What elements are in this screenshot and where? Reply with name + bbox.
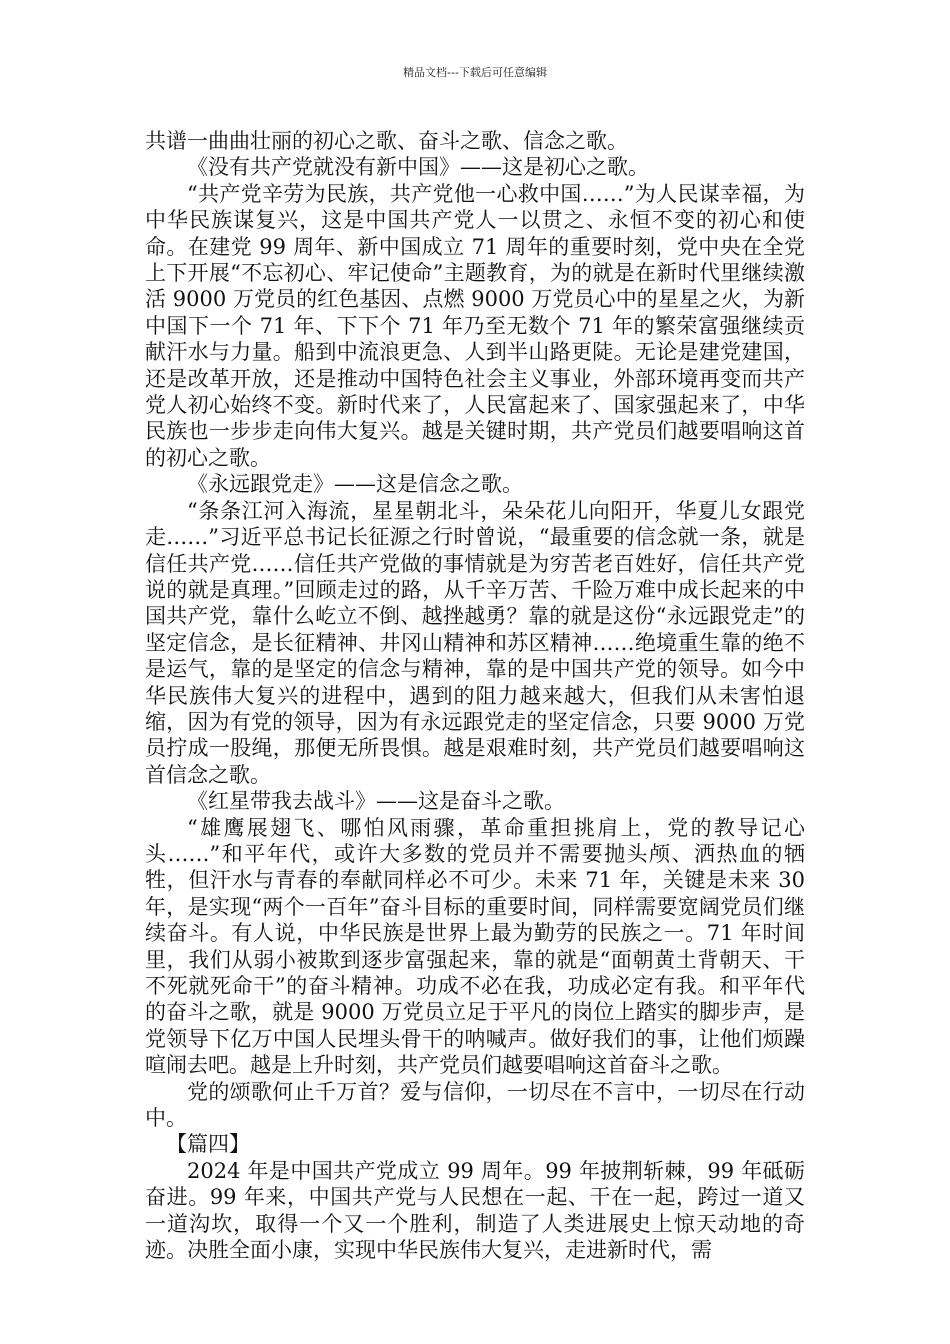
paragraph-5: “条条江河入海流，星星朝北斗，朵朵花儿向阳开，华夏儿女跟党走……”习近平总书记长征源之行时曾说，“最重要的信念就一条，就是信任共产党……信任共产党做的事情就是为穷苦老百姓好，信任共产党说的就是真理。”回顾走过的路，从千辛万苦、千险万难中成长起来的中国共产党，靠什么屹立不倒、越挫越勇？靠的就是这份“永远跟党走”的坚定信念，是长征精神、井冈山精神和苏区精神……绝境重生靠的绝不是运气，靠的是坚定的信念与精神，靠的是中国共产党的领导。如今中华民族伟大复兴的进程中，遇到的阻力越来越大，但我们从未害怕退缩，因为有党的领导，因为有永远跟党走的坚定信念，只要 9000 万党员拧成一股绳，那便无所畏惧。越是艰难时刻，共产党员们越要唱响这首信念之歌。 (145, 498, 805, 787)
page-header: 精品文档---下载后可任意编辑 (403, 66, 547, 79)
paragraph-2-heading: 《没有共产党就没有新中国》——这是初心之歌。 (187, 155, 649, 180)
paragraph-7: “雄鹰展翅飞、哪怕风雨骤，革命重担挑肩上，党的教导记心头……”和平年代，或许大多数的党员并不需要抛头颅、洒热血的牺牲，但汗水与青春的奉献同样必不可少。未来 71 年，关键是未来 30 年，是实现“两个一百年”奋斗目标的重要时间，同样需要宽阔党员们继续奋斗。有人说，中华民族是世界上最为勤劳的民族之一。71 年时间里，我们从弱小被欺到逐步富强起来，靠的就是“面朝黄土背朝天、干不死就死命干”的奋斗精神。功成不必在我，功成必定有我。和平年代的奋斗之歌，就是 9000 万党员立足于平凡的岗位上踏实的脚步声，是党领导下亿万中国人民埋头骨干的呐喊声。做好我们的事，让他们烦躁喧闹去吧。越是上升时刻，共产党员们越要唱响这首奋斗之歌。 (145, 815, 805, 1078)
paragraph-9: 2024 年是中国共产党成立 99 周年。99 年披荆斩棘，99 年砥砺奋进。99 年来，中国共产党与人民想在一起、干在一起，跨过一道又一道沟坎，取得一个又一个胜利，制造了人类进展史上惊天动地的奇迹。决胜全面小康，实现中华民族伟大复兴，走进新时代，需 (145, 1158, 805, 1263)
paragraph-6-heading: 《红星带我去战斗》——这是奋斗之歌。 (187, 789, 565, 814)
paragraph-3: “共产党辛劳为民族，共产党他一心救中国……”为人民谋幸福，为中华民族谋复兴，这是中国共产党人一以贯之、永恒不变的初心和使命。在建党 99 周年、新中国成立 71 周年的重要时刻，党中央在全党上下开展“不忘初心、牢记使命”主题教育，为的就是在新时代里继续激活 9000 万党员的红色基因、点燃 9000 万党员心中的星星之火，为新中国下一个 71 年、下下个 71 年乃至无数个 71 年的繁荣富强继续贡献汗水与力量。船到中流浪更急、人到半山路更陡。无论是建党建国，还是改革开放，还是推动中国特色社会主义事业，外部环境再变而共产党人初心始终不变。新时代来了，人民富起来了、国家强起来了，中华民族也一步步走向伟大复兴。越是关键时期，共产党员们越要唱响这首的初心之歌。 (145, 181, 805, 470)
paragraph-4-heading: 《永远跟党走》——这是信念之歌。 (187, 472, 523, 497)
paragraph-1: 共谱一曲曲壮丽的初心之歌、奋斗之歌、信念之歌。 (145, 129, 628, 153)
paragraph-8: 党的颂歌何止千万首？爱与信仰，一切尽在不言中，一切尽在行动中。 (145, 1079, 805, 1131)
document-body (145, 128, 805, 1263)
section-heading: 【篇四】 (166, 1132, 250, 1157)
